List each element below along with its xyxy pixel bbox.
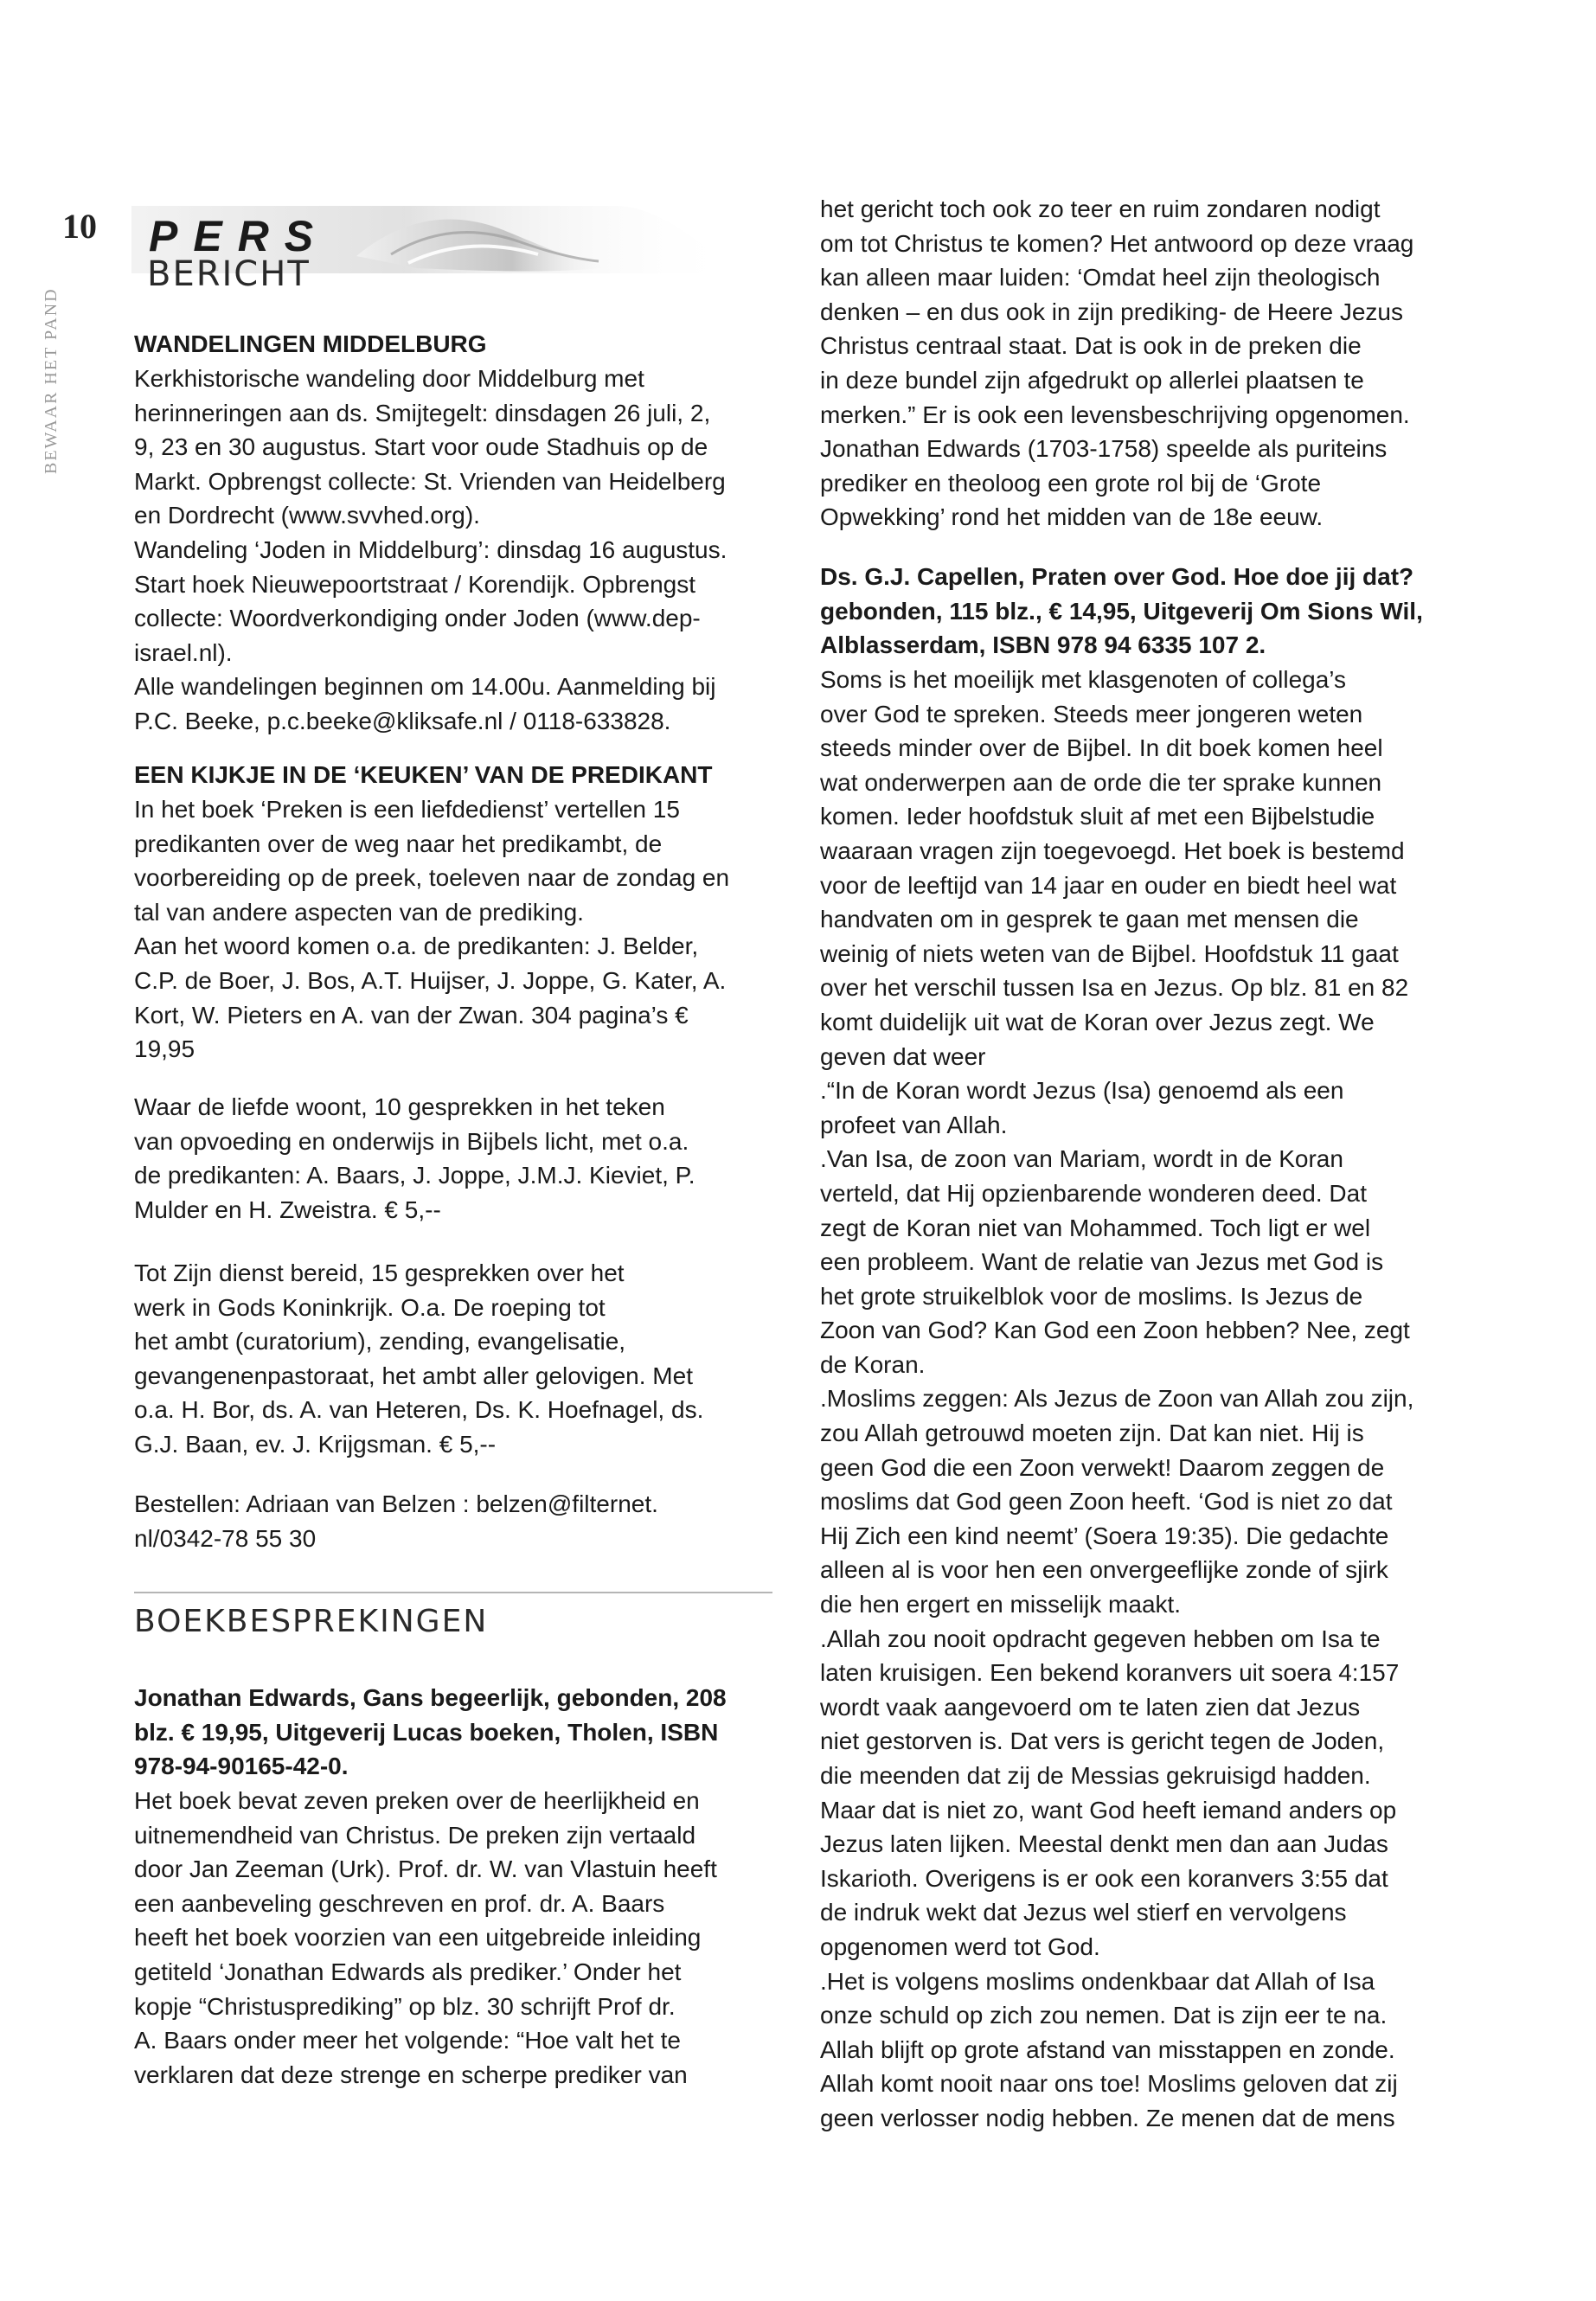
page-number: 10 (62, 207, 97, 246)
banner-title: PERS (149, 212, 330, 260)
wandelingen-heading: WANDELINGEN MIDDELBURG (134, 330, 487, 357)
banner-subtitle: BERICHT (147, 254, 311, 294)
edwards-body: Het boek bevat zeven preken over de heerlijkheid en uitnemendheid van Christus. De preken zijn vertaald door Jan Zeeman (Urk). Prof. dr. W. van Vlastuin heeft een aanbeveling geschreven en prof. dr. A. Baars heeft het boek voorzien van een uitgebreide inleiding getiteld ‘Jonathan Edwards als prediker.’ Onder het kopje “Christusprediking” op blz. 30 schrijft Prof dr. A. Baars onder meer het volgende: “Hoe valt het te verklaren dat deze strenge en scherpe prediker van (134, 1787, 717, 2088)
bestellen-paragraph: Bestellen: Adriaan van Belzen : belzen@filternet. nl/0342-78 55 30 (134, 1490, 658, 1552)
capellen-heading: Ds. G.J. Capellen, Praten over God. Hoe doe jij dat? gebonden, 115 blz., € 14,95, Uitgeverij Om Sions Wil, Alblasserdam, ISBN 978 94 6335 107 2. (820, 563, 1423, 659)
capellen-body: Soms is het moeilijk met klasgenoten of collega’s over God te spreken. Steeds meer jongeren weten steeds minder over de Bijbel. In dit boek komen heel wat onderwerpen aan de orde die ter sprake kunnen komen. Ieder hoofdstuk sluit af met een Bijbelstudie waaraan vragen zijn toegevoegd. Het boek is bestemd voor de leeftijd van 14 jaar en ouder en biedt heel wat handvaten om in gesprek te gaan met mensen die weinig of niets weten van de Bijbel. Hoofdstuk 11 gaat over het verschil tussen Isa en Jezus. Op blz. 81 en 82 komt duidelijk uit wat de Koran over Jezus zegt. We geven dat weer .“In de Koran wordt Jezus (Isa) genoemd als een profeet van Allah. .Van Isa, de zoon van Mariam, wordt in de Koran verteld, dat Hij opzienbarende wonderen deed. Dat zegt de Koran niet van Mohammed. Toch ligt er wel een probleem. Want de relatie van Jezus met God is het grote struikelblok voor de moslims. Is Jezus de Zoon van God? Kan God een Zoon hebben? Nee, zegt de Koran. .Moslims zeggen: Als Jezus de Zoon van Allah zou zijn, zou Allah getrouwd moeten zijn. Dat kan niet. Hij is geen God die een Zoon verwekt! Daarom zeggen de moslims dat God geen Zoon heeft. ‘God is niet zo dat Hij Zich een kind neemt’ (Soera 19:35). Die gedachte alleen al is voor hen een onvergeeflijke zonde of sjirk die hen ergert en misselijk maakt. .Allah zou nooit opdracht gegeven hebben om Isa te laten kruisigen. Een bekend koranvers uit soera 4:157 wordt vaak aangevoerd om te laten zien dat Jezus niet gestorven is. Dat vers is gericht tegen de Joden, die meenden dat zij de Messias gekruisigd hadden. Maar dat is niet zo, want God heeft iemand anders op Jezus laten lijken. Meestal denkt men dan aan Judas Iskarioth. Overigens is er ook een koranvers 3:55 dat de indruk wekt dat Jezus wel stierf en vervolgens opgenomen werd tot God. .Het is volgens moslims ondenkbaar dat Allah of Isa onze schuld op zich zou nemen. Dat is zijn eer te na. Allah blijft op grote afstand van misstappen en zonde. Allah komt nooit naar ons toe! Moslims geloven dat zij geen verlosser nodig hebben. Ze menen dat de mens (820, 666, 1414, 2131)
kijkje-body: In het boek ‘Preken is een liefdedienst’ vertellen 15 predikanten over de weg naar het predikambt, de voorbereiding op de preek, toeleven naar de zondag en tal van andere aspecten van de prediking. Aan het woord komen o.a. de predikanten: J. Belder, C.P. de Boer, J. Bos, A.T. Huijser, J. Joppe, G. Kater, A. Kort, W. Pieters en A. van der Zwan. 304 pagina’s € 19,95 (134, 796, 730, 1063)
liefde-paragraph: Waar de liefde woont, 10 gesprekken in het teken van opvoeding en onderwijs in Bijbels licht, met o.a. de predikanten: A. Baars, J. Joppe, J.M.J. Kieviet, P. Mulder en H. Zweistra. € 5,-- (134, 1093, 695, 1223)
wandelingen-body: Kerkhistorische wandeling door Middelburg met herinneringen aan ds. Smijtegelt: dinsdagen 26 juli, 2, 9, 23 en 30 augustus. Start voor oude Stadhuis op de Markt. Opbrengst collecte: St. Vrienden van Heidelberg en Dordrecht (www.svvhed.org). Wandeling ‘Joden in Middelburg’: dinsdag 16 augustus. Start hoek Nieuwepoortstraat / Korendijk. Opbrengst collecte: Woordverkondiging onder Joden (www.dep- israel.nl). Alle wandelingen beginnen om 14.00u. Aanmelding bij P.C. Beeke, p.c.beeke@kliksafe.nl / 0118-633828. (134, 365, 727, 734)
edwards-heading: Jonathan Edwards, Gans begeerlijk, gebonden, 208 blz. € 19,95, Uitgeverij Lucas boeken, Tholen, ISBN 978-94-90165-42-0. (134, 1684, 727, 1780)
side-label: BEWAAR HET PAND (42, 287, 61, 474)
edwards-continuation: het gericht toch ook zo teer en ruim zondaren nodigt om tot Christus te komen? Het antwoord op deze vraag kan alleen maar luiden: ‘Omdat heel zijn theologisch denken – en dus ook in zijn prediking- de Heere Jezus Christus centraal staat. Dat is ook in de preken die in deze bundel zijn afgedrukt op allerlei plaatsen te merken.” Er is ook een levensbeschrijving opgenomen. Jonathan Edwards (1703-1758) speelde als puriteins prediker en theoloog een grote rol bij de ‘Grote Opwekking’ rond het midden van de 18e eeuw. (820, 195, 1414, 531)
pers-bericht-banner (131, 204, 772, 294)
kijkje-heading: EEN KIJKJE IN DE ‘KEUKEN’ VAN DE PREDIKANT (134, 761, 713, 788)
boekbesprekingen-title: BOEKBESPREKINGEN (134, 1604, 489, 1639)
section-divider (134, 1592, 772, 1593)
dienst-paragraph: Tot Zijn dienst bereid, 15 gesprekken over het werk in Gods Koninkrijk. O.a. De roeping tot het ambt (curatorium), zending, evangelisatie, gevangenenpastoraat, het ambt aller gelovigen. Met o.a. H. Bor, ds. A. van Heteren, Ds. K. Hoefnagel, ds. G.J. Baan, ev. J. Krijgsman. € 5,-- (134, 1259, 704, 1458)
